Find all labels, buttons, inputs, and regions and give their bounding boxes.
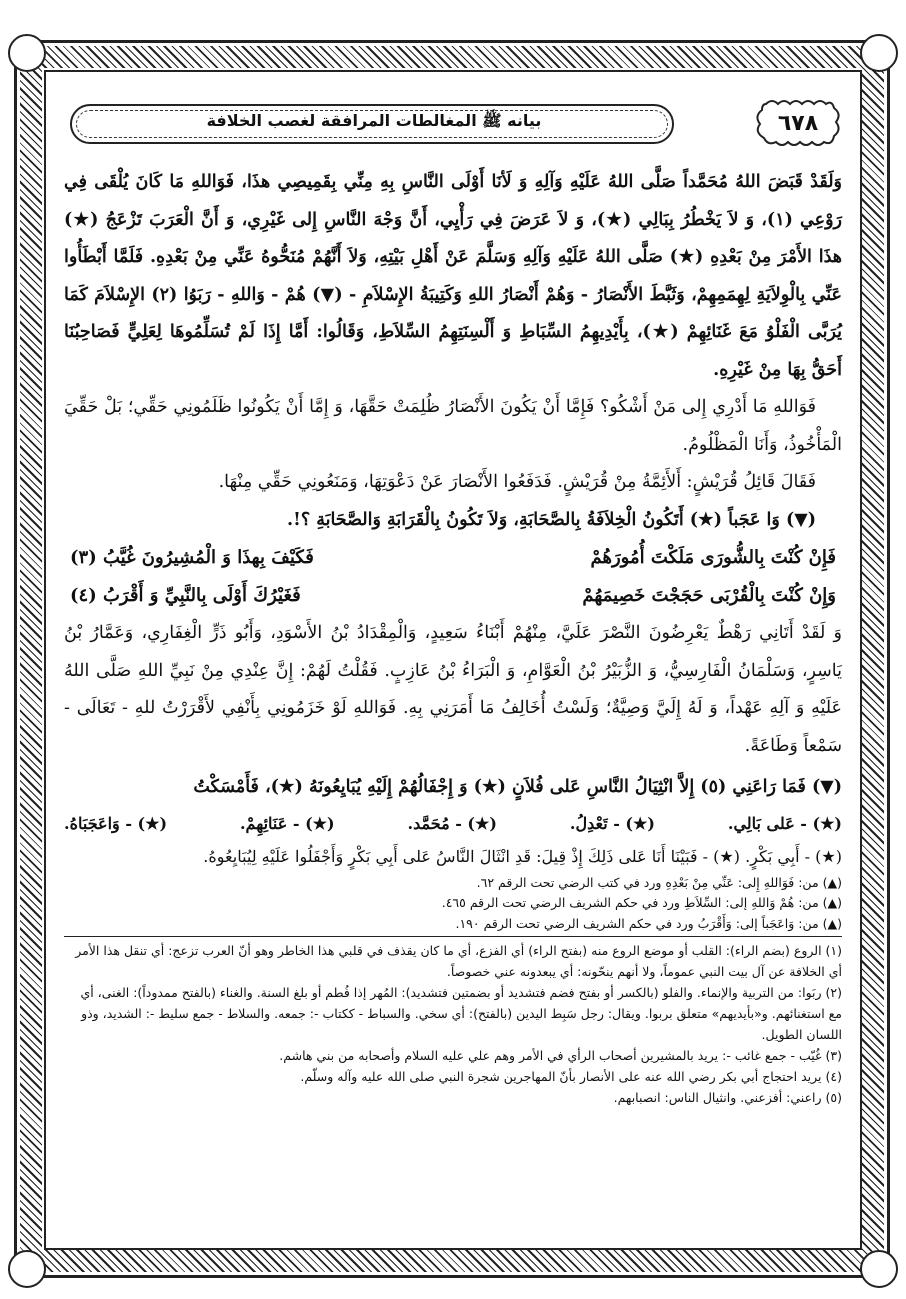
- poem-hemistich: فَكَيْفَ بِهذَا وَ الْمُشِيرُونَ غُيَّبُ (٣): [70, 547, 314, 568]
- paragraph-wonder: (▼) وَا عَجَباً (★) أَتَكُونُ الْخِلاَفَةُ بِالصَّحَابَةِ، وَلاَ تَكُونُ بِالْقَرَابَةِ وَالصَّحَابَةِ ؟!.: [287, 509, 816, 530]
- footnote: (١) الروع (بضم الراء): القلب أو موضع الروع منه (بفتح الراء) أي الفزع، أي ما كان يقذف في قلبي هذا الخاطر وهو أنّ العرب تزعج: أي تنقل هذا الأمر أي الخلافة عن آل بيت النبي عموماً، ولا أنهم ينحّونه: أي يبعدونه عني خصوصاً.: [75, 943, 842, 979]
- variant-reading: (★) - مُحَمَّد.: [407, 813, 497, 833]
- corner-ornament-icon: [8, 34, 46, 72]
- poem-line: [64, 577, 842, 615]
- variant-reading: (★) - عَنَائِهِمْ.: [239, 813, 335, 833]
- footnotes: [64, 940, 842, 1108]
- paragraph-last: (▼) فَمَا رَاعَنِي (٥) إِلاَّ انْثِيَالُ النَّاسِ عَلى فُلاَنٍ (★) وَ إِجْفَالُهُمْ إِلَيْهِ يُبَايِعُونَهُ (★)، فَأَمْسَكْتُ: [193, 777, 842, 797]
- source-note: (▲) من: فَوَاللهِ إِلى: عَنِّي مِنْ بَعْدِهِ ورد في كتب الرضي تحت الرقم ٦٢.: [476, 874, 842, 890]
- variant-reading: (★) - تَعْدِلُ.: [569, 813, 655, 833]
- variant-reading-long: (★) - أَبِي بَكْرٍ. (★) - فَبَيْنَا أَنَا عَلى ذَلِكَ إِذْ قِيلَ: قَدِ انْثَالَ النَّاسُ عَلى أَبِي بَكْرٍ وَأَجْفَلُوا عَلَيْهِ لِيُبَايِعُوهُ.: [203, 846, 842, 866]
- footnote: (٥) راعني: أفزعني. وانثيال الناس: انصبابهم.: [613, 1090, 842, 1105]
- corner-ornament-icon: [8, 1250, 46, 1288]
- poem-hemistich: فَغَيْرُكَ أَوْلَى بِالنَّبِيِّ وَ أَقْرَبُ (٤): [70, 585, 301, 606]
- page-number-badge: [752, 98, 844, 148]
- variant-reading: (★) - وَاعَجَبَاهُ.: [64, 813, 168, 833]
- paragraph-quraysh: فَقَالَ قَائِلُ قُرَيْشٍ: أَلأَئِمَّةُ مِنْ قُرَيْشٍ. فَدَفَعُوا الأَنْصَارَ عَنْ دَعْوَتِهَا، وَمَنَعُونِي حَقِّي مِنْهَا.: [218, 472, 816, 492]
- paragraph-visitors: وَ لَقَدْ أَتَانِي رَهْطٌ يَعْرِضُونَ النَّصْرَ عَلَيَّ، مِنْهُمْ أَبْنَاءُ سَعِيدٍ، وَالْمِقْدَادُ بْنُ الأَسْوَدِ، وَأَبُو ذَرٍّ الْغِفَارِي، وَعَمَّارُ بْنُ يَاسِرٍ، وَسَلْمَانُ الْفَارِسِيُّ، وَ الزُّبَيْرُ بْنُ الْعَوَّامِ، وَ الْبَرَاءُ بْنُ عَازِبٍ. فَقُلْتُ لَهُمْ: إِنَّ عِنْدِي مِنْ نَبِيِّ اللهِ صَلَّى اللهُ عَلَيْهِ وَ آلِهِ عَهْداً، وَ لَهُ إِلَيَّ وَصِيَّةٌ؛ وَلَسْتُ أُخَالِفُ مَا أَمَرَنِي بِهِ. فَوَاللهِ لَوْ خَزَمُونِي بِأَنْفِي لأَقْرَرْتُ للهِ - تَعَالَى - سَمْعاً وَطَاعَةً.: [64, 623, 842, 756]
- source-note: (▲) من: وَاعَجَباً إلى: وَأَقْرَبُ ورد في حكم الشريف الرضي تحت الرقم ١٩٠.: [455, 915, 842, 931]
- poem-hemistich: فَإِنْ كُنْتَ بِالشُّورَى مَلَكْتَ أُمُورَهُمْ: [590, 547, 836, 568]
- paragraph-complaint: فَوَاللهِ مَا أَدْرِي إِلى مَنْ أَشْكُو؟ فَإِمَّا أَنْ يَكُونَ الأَنْصَارُ ظُلِمَتْ حَقَّهَا، وَ إِمَّا أَنْ يَكُونُوا ظَلَمُونِي حَقِّي؛ بَلْ حَقِّيَ الْمَأْخُوذُ، وَأَنَا الْمَظْلُومُ.: [64, 397, 842, 455]
- footnote-divider: [64, 936, 842, 937]
- source-notes: [64, 873, 842, 935]
- footnote: (٢) ربَوا: من التربية والإنماء. والفلو (بالكسر أو بفتح فضم فتشديد أو بضمتين فتشديد): المُهر إذا فُطم أو بلغ السنة. والغناء (بالفتح ممدوداً): الغنى، أي مع استغنائهم. و«بأيديهم» متعلق بربوا. ويقال: رجل سَبِط اليدين (بالفتح): أي سخي. والسباط - ككتاب -: جمعه. والسلاط - جمع سليط -: الشديد، وذو اللسان الطويل.: [80, 985, 842, 1042]
- page-number: ٦٧٨: [777, 111, 819, 136]
- corner-ornament-icon: [860, 1250, 898, 1288]
- poem-line: [64, 539, 842, 577]
- page-header: [64, 98, 842, 154]
- footnote: (٣) غُيّب - جمع غائب -: يريد بالمشيرين أصحاب الرأي في الأمر وهم علي عليه السلام وأصحابه من بني هاشم.: [279, 1048, 842, 1063]
- paragraph-main: وَلَقَدْ قَبَضَ اللهُ مُحَمَّداً صَلَّى اللهُ عَلَيْهِ وَآلِهِ وَ لَأنَا أَوْلَى النَّاسِ بِهِ مِنِّي بِقَمِيصِي هذَا، فَوَاللهِ مَا كَانَ يُلْقَى فِي رَوْعِي (١)، وَ لاَ يَخْطُرُ بِبَالِي (★)، وَ لاَ عَرَضَ فِي رَأْيِي، أَنَّ وَجْهَ النَّاسِ إِلى غَيْرِي، وَ أَنَّ الْعَرَبَ تَزْعَجُ (★) هذَا الأَمْرَ مِنْ بَعْدِهِ (★) صَلَّى اللهُ عَلَيْهِ وَآلِهِ وَسَلَّمَ عَنْ أَهْلِ بَيْتِهِ، وَلاَ أَنَّهُمْ مُنَحُّوهُ عَنِّي مِنْ بَعْدِهِ. فَلَمَّا أَبْطَأُوا عَنِّي بِالْوِلاَيَةِ لِهِمَمِهِمْ، وَثَبَّطَ الأَنْصَارُ - وَهُمْ أَنْصَارُ اللهِ وَكَتِيبَةُ الإِسْلاَمِ - (▼) هُمْ - وَاللهِ - رَبَوُا (٢) الإِسْلاَمَ كَمَا يُرَبَّى الْفَلْوُ مَعَ غَنَائِهِمْ (★)، بِأَيْدِيهِمُ السِّبَاطِ وَ أَلْسِنَتِهِمُ السِّلاَطِ، وَقَالُوا: أَمَّا إِذَا لَمْ تُسَلِّمُوهَا لِعَلِيٍّ فَصَاحِبُنَا أَحَقُّ بِهَا مِنْ غَيْرِهِ.: [64, 172, 842, 380]
- corner-ornament-icon: [860, 34, 898, 72]
- poem-hemistich: وَإِنْ كُنْتَ بِالْقُرْبَى حَجَجْتَ خَصِيمَهُمْ: [582, 585, 836, 606]
- source-note: (▲) من: هُمْ وَاللهِ إلى: السِّلاَطِ ورد في حكم الشريف الرضي تحت الرقم ٤٦٥.: [441, 895, 842, 910]
- page-content: [64, 98, 842, 1108]
- running-title: بيانه ﷺ المغالطات المرافقة لغصب الخلافة: [206, 111, 542, 130]
- variant-readings: [64, 807, 842, 841]
- variant-reading: (★) - عَلى بَالِي.: [727, 813, 842, 833]
- footnote: (٤) يريد احتجاج أبي بكر رضي الله عنه على الأنصار بأنّ المهاجرين شجرة النبي صلى الله عليه وآله وسلّم.: [300, 1069, 842, 1084]
- poem: [64, 539, 842, 615]
